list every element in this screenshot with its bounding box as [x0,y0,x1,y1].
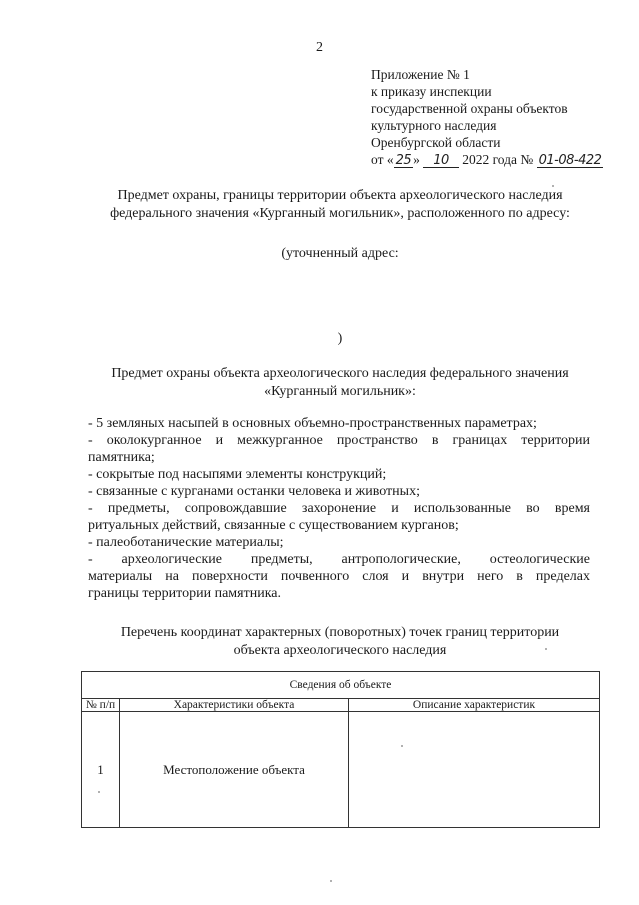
list-item: - археологические предметы, антропологические, остеологические [88,552,590,567]
list-item: - сокрытые под насыпями элементы конструкций; [88,467,387,482]
address-close: ) [337,331,343,346]
row-number: 1 [82,712,120,828]
list-item: - 5 земляных насыпей в основных объемно-пространственных параметрах; [88,416,537,431]
address-open: (уточненный адрес: [281,246,399,261]
main-heading [80,187,600,223]
list-item: - околокурганное и межкурганное пространство в границах территории [88,433,590,448]
appendix-line-3: государственной охраны объектов [371,101,568,116]
list-item: - предметы, сопровождавшие захоронение и использованные во время [88,501,590,516]
col-header-characteristic: Характеристики объекта [120,699,349,712]
scan-speck [552,185,554,187]
list-item: - связанные с курганами останки человека и животных; [88,484,420,499]
col-header-description: Описание характеристик [349,699,600,712]
appendix-block [371,66,603,168]
coords-heading [80,624,600,660]
appendix-line-1: Приложение № 1 [371,67,470,82]
date-mid: » [413,152,420,167]
scan-speck [98,791,100,793]
coords-heading-line-1: Перечень координат характерных (поворотных) точек границ территории [120,625,560,640]
coords-heading-line-2: объекта археологического наследия [233,643,447,658]
date-prefix: от « [371,152,394,167]
appendix-line-2: к приказу инспекции [371,84,492,99]
date-day: 25 [395,153,412,168]
list-item: границы территории памятника. [88,586,281,601]
page-number: 2 [316,40,323,55]
order-number: 01-08-422 [538,153,602,168]
protection-heading-line-2: «Курганный могильник»: [264,384,416,399]
list-item: ритуальных действий, связанные с существованием курганов; [88,518,459,533]
scan-speck [545,648,547,650]
protection-heading-line-1: Предмет охраны объекта археологического наследия федерального значения [111,366,569,381]
table-row [82,712,600,828]
row-description [349,712,600,828]
list-item: - палеоботанические материалы; [88,535,284,550]
object-info-table [81,671,600,828]
main-heading-line-1: Предмет охраны, границы территории объекта археологического наследия [117,188,563,203]
list-item: памятника; [88,450,155,465]
appendix-line-4: культурного наследия [371,118,497,133]
table-title: Сведения об объекте [82,672,600,699]
appendix-line-5: Оренбургской области [371,135,501,150]
date-year: 2022 года № [462,152,534,167]
row-characteristic: Местоположение объекта [120,712,349,828]
col-header-number: № п/п [82,699,120,712]
date-month: 10 [423,154,459,168]
scan-speck [330,880,332,882]
main-heading-line-2: федерального значения «Курганный могильник», расположенного по адресу: [110,206,570,221]
list-item: материалы на поверхности почвенного слоя и внутри него в пределах [88,569,590,584]
appendix-date-line [371,151,603,168]
scan-speck [401,745,403,747]
protection-heading [80,365,600,401]
protection-list [88,415,590,602]
